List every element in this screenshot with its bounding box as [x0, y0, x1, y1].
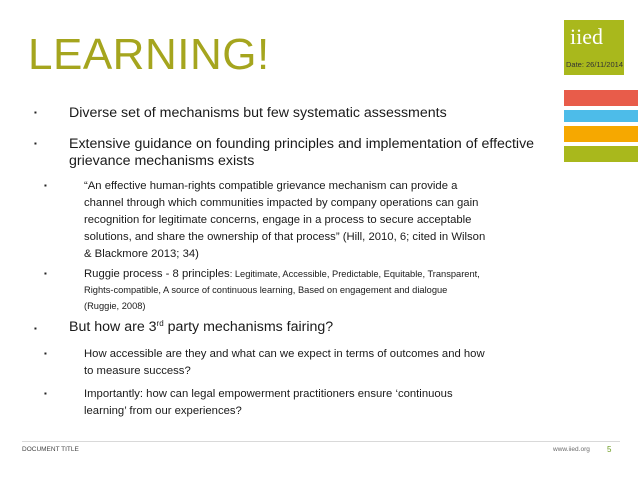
footer-website: www.iied.org	[553, 446, 590, 453]
quote-line-4: solutions, and share the ownership of that process” (Hill, 2010, 6; cited in Wilson	[84, 231, 486, 243]
decor-bar-orange	[564, 126, 638, 142]
bullet-3-pre: But how are 3	[69, 319, 157, 335]
quote-line-1: “An effective human-rights compatible grievance mechanism can provide a	[84, 180, 458, 192]
sub-bullet-3-line-1: How accessible are they and what can we expect in terms of outcomes and how	[84, 348, 485, 360]
sub-bullet-3-line-2: to measure success?	[84, 365, 191, 377]
decor-bar-green	[564, 146, 638, 162]
bullet-3-text	[69, 319, 333, 336]
footer-document-title: DOCUMENT TITLE	[22, 446, 79, 453]
ruggie-principles: : Legitimate, Accessible, Predictable, Equitable, Transparent,	[229, 269, 480, 279]
sub-bullet-marker: ▪	[44, 389, 47, 398]
sub-bullet-marker: ▪	[44, 181, 47, 190]
quote-line-5: & Blackmore 2013; 34)	[84, 248, 199, 260]
bullet-2-line-2: grievance mechanisms exists	[69, 153, 255, 169]
slide-date: Date: 26/11/2014	[566, 60, 623, 69]
page-number: 5	[607, 445, 612, 454]
bullet-1-text: Diverse set of mechanisms but few systematic assessments	[69, 105, 447, 121]
ruggie-line-2: Rights-compatible, A source of continuous learning, Based on engagement and dialogue	[84, 285, 448, 295]
ruggie-lead: Ruggie process - 8 principles	[84, 268, 230, 280]
bullet-3-post: party mechanisms fairing?	[163, 319, 334, 335]
sub-bullet-4-line-1: Importantly: how can legal empowerment practitioners ensure ‘continuous	[84, 388, 453, 400]
quote-line-3: recognition for legitimate concerns, engage in a process to secure acceptable	[84, 214, 472, 226]
sub-bullet-4-line-2: learning’ from our experiences?	[84, 405, 242, 417]
footer-divider	[22, 441, 620, 442]
sub-bullet-marker: ▪	[44, 349, 47, 358]
decor-bar-red	[564, 90, 638, 106]
bullet-marker: ▪	[34, 108, 37, 117]
slide-title: LEARNING!	[28, 30, 270, 79]
quote-line-2: channel through which communities impacted by company operations can gain	[84, 197, 479, 209]
sub-bullet-marker: ▪	[44, 269, 47, 278]
bullet-2-line-1: Extensive guidance on founding principles and implementation of effective	[69, 136, 535, 152]
bullet-marker: ▪	[34, 324, 37, 333]
logo-text: iied	[570, 24, 603, 49]
bullet-marker: ▪	[34, 139, 37, 148]
decor-bar-blue	[564, 110, 638, 122]
ruggie-line-1	[84, 266, 480, 283]
bullet-3-sup: rd	[156, 319, 164, 328]
ruggie-line-3: (Ruggie, 2008)	[84, 301, 146, 311]
